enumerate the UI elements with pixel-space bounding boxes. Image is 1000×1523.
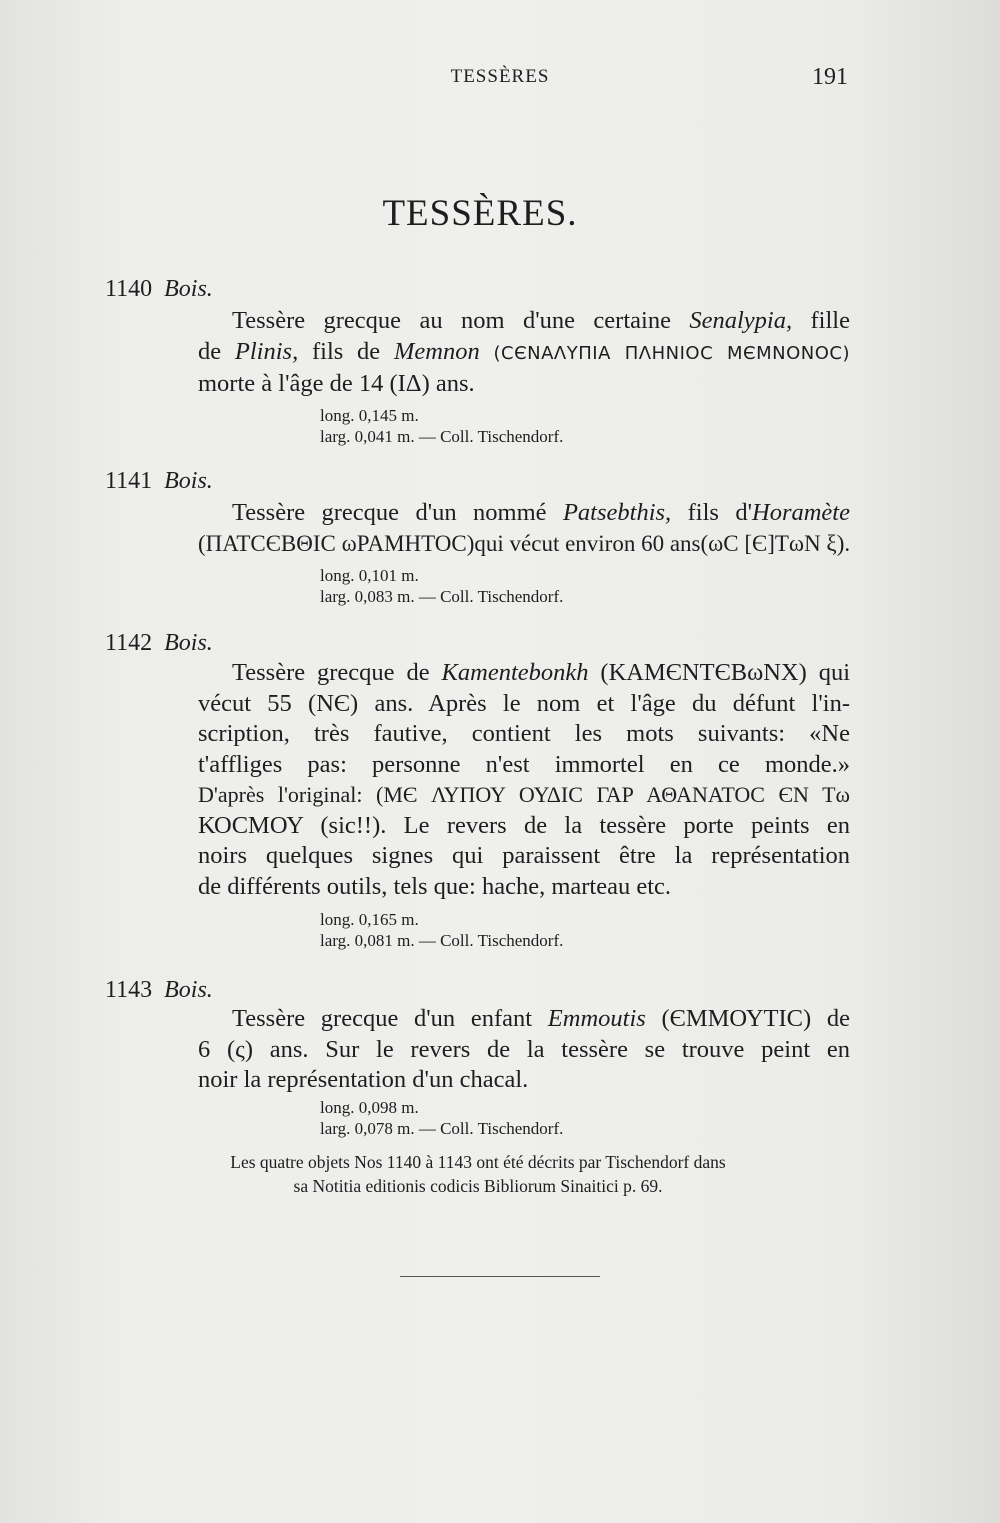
- width-collection: larg. 0,041 m. — Coll. Tischendorf.: [320, 427, 564, 446]
- measurements-1143: [320, 1097, 563, 1139]
- entry-number: 1140: [105, 276, 153, 302]
- text-line: morte à l'âge de 14 (ΙΔ) ans.: [198, 370, 475, 397]
- entry-text-1141: [198, 498, 850, 559]
- page-number: 191: [812, 64, 848, 90]
- length: long. 0,145 m.: [320, 406, 419, 425]
- length: long. 0,098 m.: [320, 1098, 419, 1117]
- entry-heading-1142: [105, 630, 213, 657]
- entry-text-1143: [198, 1004, 850, 1096]
- text-line: scription, très fautive, contient les mots suivants: «Ne: [198, 720, 850, 747]
- entry-heading-1140: [105, 276, 213, 303]
- divider-rule: [400, 1276, 600, 1277]
- footnote-line: sa Notitia editionis codicis Bibliorum Sinaitici p. 69.: [293, 1176, 663, 1196]
- measurements-1141: [320, 565, 563, 607]
- text-line: de Plinis, fils de Memnon (CЄΝΑΛΥΠΙΑ ΠΛΗΝΙΟC ΜЄΜΝΟΝΟC): [198, 337, 851, 365]
- text-line: noir la représentation d'un chacal.: [198, 1066, 529, 1093]
- width-collection: larg. 0,083 m. — Coll. Tischendorf.: [320, 587, 564, 606]
- running-title: TESSÈRES: [450, 66, 550, 87]
- length: long. 0,101 m.: [320, 566, 419, 585]
- entry-heading-1141: [105, 468, 213, 495]
- text-line: noirs quelques signes qui paraissent être la représentation: [198, 842, 850, 869]
- text-line: t'affliges pas: personne n'est immortel en ce monde.»: [198, 750, 850, 778]
- text-line: (ΠΑΤCЄΒΘΙC ωΡΑΜΗΤΟC)qui vécut environ 60 ans(ωC [Є]ΤωΝ ξ).: [198, 530, 851, 556]
- text-line: de différents outils, tels que: hache, marteau etc.: [198, 872, 672, 900]
- text-line: Tessère grecque d'un enfant Emmoutis (ЄΜΜΟΥΤΙC) de: [232, 1005, 850, 1032]
- measurements-1142: [320, 909, 563, 951]
- width-collection: larg. 0,081 m. — Coll. Tischendorf.: [320, 931, 564, 950]
- text-line: vécut 55 (ΝЄ) ans. Après le nom et l'âge du défunt l'in-: [198, 689, 850, 717]
- entry-material: Bois.: [164, 630, 213, 656]
- entry-number: 1143: [105, 977, 153, 1003]
- entry-number: 1142: [105, 630, 153, 656]
- entry-text-1140: [198, 306, 850, 400]
- text-line: ΚΟCΜΟΥ (sic!!). Le revers de la tessère porte peints en: [198, 811, 850, 839]
- length: long. 0,165 m.: [320, 910, 419, 929]
- text-line: Tessère grecque au nom d'une certaine Senalypia, fille: [232, 307, 850, 334]
- entry-text-1142: [198, 658, 850, 902]
- section-title: TESSÈRES.: [382, 193, 578, 234]
- footnote: [128, 1150, 828, 1198]
- entry-heading-1143: [105, 977, 213, 1004]
- text-line: 6 (ς) ans. Sur le revers de la tessère se trouve peint en: [198, 1035, 850, 1063]
- text-line: Tessère grecque d'un nommé Patsebthis, fils d'Horamète: [232, 499, 850, 526]
- entry-material: Bois.: [164, 276, 213, 302]
- width-collection: larg. 0,078 m. — Coll. Tischendorf.: [320, 1119, 564, 1138]
- measurements-1140: [320, 405, 563, 447]
- text-line: D'après l'original: (ΜЄ ΛΥΠΟΥ ΟΥΔΙC ΓΑΡ ΑΘΑΝΑΤΟC ЄΝ Τω: [198, 782, 850, 807]
- footnote-line: Les quatre objets Nos 1140 à 1143 ont été décrits par Tischendorf dans: [230, 1152, 726, 1172]
- entry-material: Bois.: [164, 977, 213, 1003]
- entry-material: Bois.: [164, 468, 213, 494]
- text-line: Tessère grecque de Kamentebonkh (ΚΑΜЄΝΤЄΒωΝΧ) qui: [232, 659, 850, 686]
- entry-number: 1141: [105, 468, 153, 494]
